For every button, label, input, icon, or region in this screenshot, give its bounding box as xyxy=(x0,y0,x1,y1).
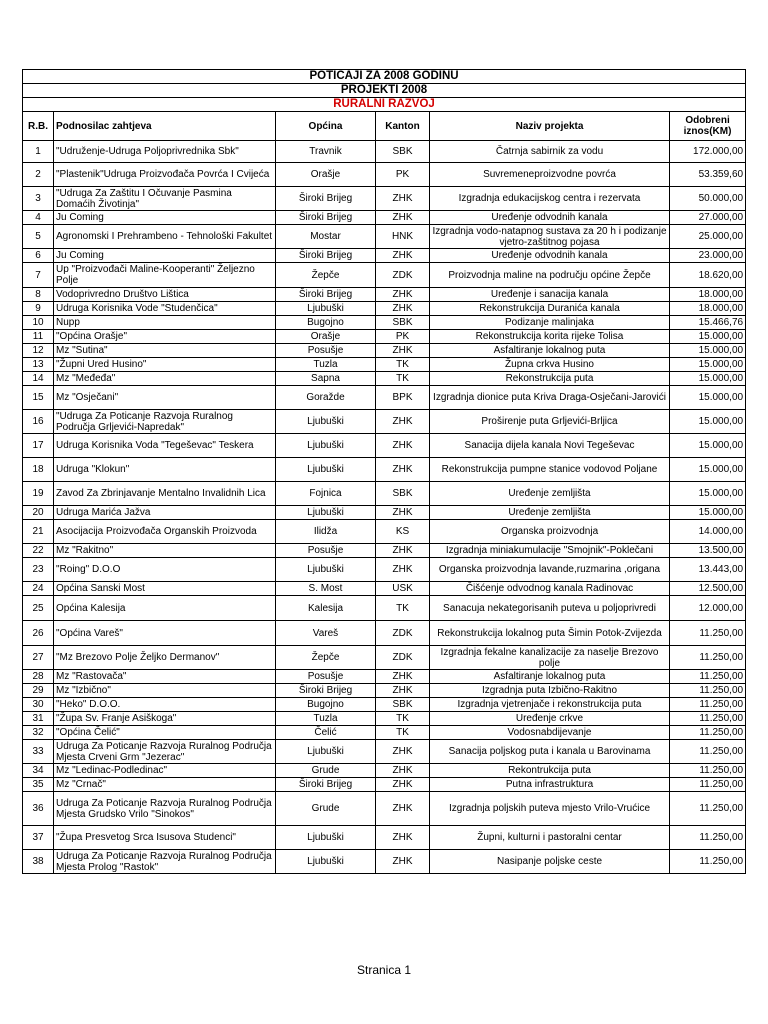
rb-cell: 4 xyxy=(23,211,54,225)
table-row xyxy=(23,596,746,621)
canton-cell: TK xyxy=(376,712,430,726)
project-cell: Sanacuja nekategorisanih puteva u poljoprivredi xyxy=(430,596,670,621)
municipality-cell: Bugojno xyxy=(276,698,376,712)
amount-cell: 11.250,00 xyxy=(670,670,746,684)
canton-cell: TK xyxy=(376,372,430,386)
amount-cell: 15.000,00 xyxy=(670,330,746,344)
canton-cell: ZHK xyxy=(376,211,430,225)
project-cell: Izgradnja fekalne kanalizacije za naselje Brezovo polje xyxy=(430,646,670,670)
municipality-cell: Čelić xyxy=(276,726,376,740)
amount-cell: 15.000,00 xyxy=(670,434,746,458)
applicant-cell: Udruga Za Poticanje Razvoja Ruralnog Područja Mjesta Prolog "Rastok" xyxy=(54,850,276,874)
applicant-cell: Mz "Ledinac-Podledinac" xyxy=(54,764,276,778)
header-canton: Kanton xyxy=(376,112,430,141)
canton-cell: ZHK xyxy=(376,670,430,684)
project-cell: Organska proizvodnja lavande,ruzmarina ,origana xyxy=(430,558,670,582)
title-line-3: RURALNI RAZVOJ xyxy=(23,98,746,112)
project-cell: Izgradnja edukacijskog centra i rezervata xyxy=(430,187,670,211)
header-project: Naziv projekta xyxy=(430,112,670,141)
table-row xyxy=(23,225,746,249)
rb-cell: 28 xyxy=(23,670,54,684)
rb-cell: 27 xyxy=(23,646,54,670)
rb-cell: 20 xyxy=(23,506,54,520)
rb-cell: 15 xyxy=(23,386,54,410)
project-cell: Suvremeneproizvodne povrća xyxy=(430,163,670,187)
table-row xyxy=(23,558,746,582)
rb-cell: 31 xyxy=(23,712,54,726)
rb-cell: 26 xyxy=(23,621,54,646)
table-row xyxy=(23,850,746,874)
applicant-cell: Ju Coming xyxy=(54,249,276,263)
rb-cell: 13 xyxy=(23,358,54,372)
project-cell: Rekonstrukcija pumpne stanice vodovod Poljane xyxy=(430,458,670,482)
amount-cell: 50.000,00 xyxy=(670,187,746,211)
municipality-cell: Posušje xyxy=(276,344,376,358)
amount-cell: 15.000,00 xyxy=(670,344,746,358)
canton-cell: ZHK xyxy=(376,740,430,764)
amount-cell: 11.250,00 xyxy=(670,826,746,850)
header-amount: Odobreni iznos(KM) xyxy=(670,112,746,141)
rb-cell: 32 xyxy=(23,726,54,740)
rb-cell: 14 xyxy=(23,372,54,386)
applicant-cell: "Udruženje-Udruga Poljoprivrednika Sbk" xyxy=(54,141,276,163)
applicant-cell: Agronomski I Prehrambeno - Tehnološki Fakultet xyxy=(54,225,276,249)
canton-cell: ZHK xyxy=(376,684,430,698)
municipality-cell: Mostar xyxy=(276,225,376,249)
amount-cell: 18.620,00 xyxy=(670,263,746,288)
municipality-cell: Ilidža xyxy=(276,520,376,544)
header-municipality: Općina xyxy=(276,112,376,141)
applicant-cell: "Heko" D.O.O. xyxy=(54,698,276,712)
table-row xyxy=(23,163,746,187)
rb-cell: 19 xyxy=(23,482,54,506)
rb-cell: 21 xyxy=(23,520,54,544)
applicant-cell: Mz "Međeđa" xyxy=(54,372,276,386)
table-row xyxy=(23,726,746,740)
canton-cell: ZHK xyxy=(376,764,430,778)
amount-cell: 15.000,00 xyxy=(670,506,746,520)
applicant-cell: Mz "Sutina" xyxy=(54,344,276,358)
applicant-cell: Udruga "Klokun" xyxy=(54,458,276,482)
municipality-cell: Ljubuški xyxy=(276,434,376,458)
rb-cell: 9 xyxy=(23,302,54,316)
municipality-cell: Ljubuški xyxy=(276,410,376,434)
applicant-cell: "Općina Vareš" xyxy=(54,621,276,646)
canton-cell: ZHK xyxy=(376,187,430,211)
project-cell: Putna infrastruktura xyxy=(430,778,670,792)
project-cell: Uređenje i sanacija kanala xyxy=(430,288,670,302)
canton-cell: ZHK xyxy=(376,249,430,263)
rb-cell: 7 xyxy=(23,263,54,288)
project-cell: Uređenje odvodnih kanala xyxy=(430,211,670,225)
municipality-cell: Orašje xyxy=(276,330,376,344)
table-row xyxy=(23,778,746,792)
canton-cell: ZHK xyxy=(376,344,430,358)
municipality-cell: Bugojno xyxy=(276,316,376,330)
municipality-cell: Goražde xyxy=(276,386,376,410)
municipality-cell: Široki Brijeg xyxy=(276,187,376,211)
table-row xyxy=(23,330,746,344)
project-cell: Proizvodnja maline na području općine Žepče xyxy=(430,263,670,288)
rb-cell: 24 xyxy=(23,582,54,596)
table-row xyxy=(23,344,746,358)
amount-cell: 11.250,00 xyxy=(670,684,746,698)
applicant-cell: Zavod Za Zbrinjavanje Mentalno Invalidnih Lica xyxy=(54,482,276,506)
amount-cell: 15.000,00 xyxy=(670,410,746,434)
project-cell: Uređenje odvodnih kanala xyxy=(430,249,670,263)
table-row xyxy=(23,582,746,596)
project-cell: Asfaltiranje lokalnog puta xyxy=(430,670,670,684)
canton-cell: ZHK xyxy=(376,410,430,434)
rb-cell: 17 xyxy=(23,434,54,458)
project-cell: Izgradnja miniakumulacije "Smojnik"-Poklečani xyxy=(430,544,670,558)
applicant-cell: "Roing" D.O.O xyxy=(54,558,276,582)
applicant-cell: "Mz Brezovo Polje Željko Dermanov" xyxy=(54,646,276,670)
municipality-cell: Grude xyxy=(276,764,376,778)
amount-cell: 15.000,00 xyxy=(670,386,746,410)
municipality-cell: Široki Brijeg xyxy=(276,288,376,302)
applicant-cell: Vodoprivredno Društvo Lištica xyxy=(54,288,276,302)
applicant-cell: Mz "Osječani" xyxy=(54,386,276,410)
canton-cell: ZHK xyxy=(376,826,430,850)
amount-cell: 15.000,00 xyxy=(670,372,746,386)
table-row xyxy=(23,288,746,302)
table-row xyxy=(23,506,746,520)
municipality-cell: Grude xyxy=(276,792,376,826)
table-row xyxy=(23,764,746,778)
amount-cell: 15.000,00 xyxy=(670,458,746,482)
applicant-cell: Udruga Marića Jažva xyxy=(54,506,276,520)
applicant-cell: "Plastenik"Udruga Proizvođača Povrća I Cvijeća xyxy=(54,163,276,187)
rb-cell: 18 xyxy=(23,458,54,482)
canton-cell: ZHK xyxy=(376,778,430,792)
municipality-cell: Široki Brijeg xyxy=(276,249,376,263)
amount-cell: 11.250,00 xyxy=(670,712,746,726)
amount-cell: 14.000,00 xyxy=(670,520,746,544)
table-row xyxy=(23,740,746,764)
project-cell: Sanacija dijela kanala Novi Tegeševac xyxy=(430,434,670,458)
rb-cell: 35 xyxy=(23,778,54,792)
canton-cell: SBK xyxy=(376,316,430,330)
rb-cell: 22 xyxy=(23,544,54,558)
applicant-cell: Mz "Rastovača" xyxy=(54,670,276,684)
canton-cell: ZHK xyxy=(376,434,430,458)
municipality-cell: Ljubuški xyxy=(276,506,376,520)
canton-cell: TK xyxy=(376,596,430,621)
table-row xyxy=(23,434,746,458)
rb-cell: 23 xyxy=(23,558,54,582)
applicant-cell: "Udruga Za Poticanje Razvoja Ruralnog Područja Grljevići-Napredak" xyxy=(54,410,276,434)
municipality-cell: Sapna xyxy=(276,372,376,386)
rb-cell: 3 xyxy=(23,187,54,211)
rb-cell: 30 xyxy=(23,698,54,712)
project-cell: Rekonstrukcija puta xyxy=(430,372,670,386)
header-applicant: Podnosilac zahtjeva xyxy=(54,112,276,141)
project-cell: Rekontrukcija puta xyxy=(430,764,670,778)
municipality-cell: Ljubuški xyxy=(276,558,376,582)
table-row xyxy=(23,386,746,410)
canton-cell: PK xyxy=(376,330,430,344)
canton-cell: TK xyxy=(376,726,430,740)
amount-cell: 11.250,00 xyxy=(670,698,746,712)
amount-cell: 15.466,76 xyxy=(670,316,746,330)
municipality-cell: Ljubuški xyxy=(276,302,376,316)
project-cell: Rekonstrukcija lokalnog puta Šimin Potok-Zvijezda xyxy=(430,621,670,646)
project-cell: Vodosnabdijevanje xyxy=(430,726,670,740)
rb-cell: 6 xyxy=(23,249,54,263)
applicant-cell: Općina Kalesija xyxy=(54,596,276,621)
amount-cell: 27.000,00 xyxy=(670,211,746,225)
project-cell: Asfaltiranje lokalnog puta xyxy=(430,344,670,358)
project-cell: Uređenje zemljišta xyxy=(430,482,670,506)
project-cell: Sanacija poljskog puta i kanala u Barovinama xyxy=(430,740,670,764)
rb-cell: 1 xyxy=(23,141,54,163)
amount-cell: 13.500,00 xyxy=(670,544,746,558)
canton-cell: ZHK xyxy=(376,544,430,558)
municipality-cell: Ljubuški xyxy=(276,826,376,850)
applicant-cell: Up "Proizvođači Maline-Kooperanti" Željezno Polje xyxy=(54,263,276,288)
municipality-cell: Tuzla xyxy=(276,358,376,372)
table-row xyxy=(23,372,746,386)
table-row xyxy=(23,316,746,330)
project-cell: Rekonstrukcija Duranića kanala xyxy=(430,302,670,316)
applicant-cell: Ju Coming xyxy=(54,211,276,225)
page-footer: Stranica 1 xyxy=(356,963,412,977)
applicant-cell: Mz "Crnač" xyxy=(54,778,276,792)
municipality-cell: Ljubuški xyxy=(276,850,376,874)
project-cell: Rekonstrukcija korita rijeke Tolisa xyxy=(430,330,670,344)
amount-cell: 172.000,00 xyxy=(670,141,746,163)
table-row xyxy=(23,712,746,726)
amount-cell: 11.250,00 xyxy=(670,778,746,792)
rb-cell: 34 xyxy=(23,764,54,778)
canton-cell: ZHK xyxy=(376,558,430,582)
amount-cell: 23.000,00 xyxy=(670,249,746,263)
amount-cell: 11.250,00 xyxy=(670,726,746,740)
table-row xyxy=(23,544,746,558)
header-row xyxy=(23,112,746,141)
amount-cell: 13.443,00 xyxy=(670,558,746,582)
project-cell: Župna crkva Husino xyxy=(430,358,670,372)
municipality-cell: Travnik xyxy=(276,141,376,163)
projects-table xyxy=(22,69,746,874)
table-row xyxy=(23,358,746,372)
table-row xyxy=(23,187,746,211)
canton-cell: TK xyxy=(376,358,430,372)
title-line-1: POTICAJI ZA 2008 GODINU xyxy=(23,70,746,84)
project-cell: Uređenje crkve xyxy=(430,712,670,726)
amount-cell: 15.000,00 xyxy=(670,358,746,372)
table-row xyxy=(23,826,746,850)
applicant-cell: Mz "Izbično" xyxy=(54,684,276,698)
applicant-cell: "Općina Orašje" xyxy=(54,330,276,344)
municipality-cell: Široki Brijeg xyxy=(276,778,376,792)
project-cell: Čišćenje odvodnog kanala Radinovac xyxy=(430,582,670,596)
canton-cell: ZHK xyxy=(376,506,430,520)
table-row xyxy=(23,263,746,288)
canton-cell: ZHK xyxy=(376,792,430,826)
rb-cell: 38 xyxy=(23,850,54,874)
rb-cell: 33 xyxy=(23,740,54,764)
table-row xyxy=(23,646,746,670)
canton-cell: SBK xyxy=(376,141,430,163)
applicant-cell: Udruga Za Poticanje Razvoja Ruralnog Područja Mjesta Crveni Grm "Jezerac" xyxy=(54,740,276,764)
table-row xyxy=(23,621,746,646)
project-cell: Uređenje zemljišta xyxy=(430,506,670,520)
project-cell: Proširenje puta Grljevići-Brljica xyxy=(430,410,670,434)
table-row xyxy=(23,520,746,544)
applicant-cell: Općina Sanski Most xyxy=(54,582,276,596)
table-row xyxy=(23,211,746,225)
canton-cell: ZHK xyxy=(376,302,430,316)
applicant-cell: "Udruga Za Zaštitu I Očuvanje Pasmina Domaćih Životinja" xyxy=(54,187,276,211)
applicant-cell: "Općina Čelić" xyxy=(54,726,276,740)
municipality-cell: Posušje xyxy=(276,544,376,558)
project-cell: Izgradnja vodo-natapnog sustava za 20 h i podizanje vjetro-zaštitnog pojasa xyxy=(430,225,670,249)
amount-cell: 11.250,00 xyxy=(670,850,746,874)
municipality-cell: Široki Brijeg xyxy=(276,684,376,698)
canton-cell: ZDK xyxy=(376,263,430,288)
rb-cell: 5 xyxy=(23,225,54,249)
applicant-cell: Asocijacija Proizvođača Organskih Proizvoda xyxy=(54,520,276,544)
table-row xyxy=(23,482,746,506)
project-cell: Župni, kulturni i pastoralni centar xyxy=(430,826,670,850)
canton-cell: SBK xyxy=(376,482,430,506)
amount-cell: 53.359,60 xyxy=(670,163,746,187)
rb-cell: 10 xyxy=(23,316,54,330)
applicant-cell: "Župa Presvetog Srca Isusova Studenci" xyxy=(54,826,276,850)
amount-cell: 18.000,00 xyxy=(670,288,746,302)
rb-cell: 36 xyxy=(23,792,54,826)
canton-cell: ZHK xyxy=(376,850,430,874)
table-row xyxy=(23,141,746,163)
table-row xyxy=(23,698,746,712)
table-row xyxy=(23,302,746,316)
table-row xyxy=(23,670,746,684)
municipality-cell: Orašje xyxy=(276,163,376,187)
rb-cell: 11 xyxy=(23,330,54,344)
header-rb: R.B. xyxy=(23,112,54,141)
canton-cell: KS xyxy=(376,520,430,544)
canton-cell: HNK xyxy=(376,225,430,249)
project-cell: Izgradnja poljskih puteva mjesto Vrilo-Vrućice xyxy=(430,792,670,826)
canton-cell: PK xyxy=(376,163,430,187)
applicant-cell: Udruga Korisnika Vode "Studenčica" xyxy=(54,302,276,316)
rb-cell: 12 xyxy=(23,344,54,358)
applicant-cell: Udruga Korisnika Voda "Tegeševac" Teskera xyxy=(54,434,276,458)
canton-cell: SBK xyxy=(376,698,430,712)
table-row xyxy=(23,792,746,826)
canton-cell: ZDK xyxy=(376,646,430,670)
amount-cell: 25.000,00 xyxy=(670,225,746,249)
table-row xyxy=(23,249,746,263)
municipality-cell: Ljubuški xyxy=(276,740,376,764)
municipality-cell: Fojnica xyxy=(276,482,376,506)
applicant-cell: Mz "Rakitno" xyxy=(54,544,276,558)
rb-cell: 29 xyxy=(23,684,54,698)
amount-cell: 15.000,00 xyxy=(670,482,746,506)
applicant-cell: Udruga Za Poticanje Razvoja Ruralnog Područja Mjesta Grudsko Vrilo "Sinokos" xyxy=(54,792,276,826)
canton-cell: ZHK xyxy=(376,288,430,302)
municipality-cell: Vareš xyxy=(276,621,376,646)
amount-cell: 11.250,00 xyxy=(670,621,746,646)
applicant-cell: "Župa Sv. Franje Asiškoga" xyxy=(54,712,276,726)
amount-cell: 11.250,00 xyxy=(670,740,746,764)
project-cell: Izgradnja vjetrenjače i rekonstrukcija puta xyxy=(430,698,670,712)
amount-cell: 12.000,00 xyxy=(670,596,746,621)
municipality-cell: Žepče xyxy=(276,646,376,670)
table-row xyxy=(23,458,746,482)
project-cell: Podizanje malinjaka xyxy=(430,316,670,330)
project-cell: Izgradnja dionice puta Kriva Draga-Osječani-Jarovići xyxy=(430,386,670,410)
canton-cell: USK xyxy=(376,582,430,596)
project-cell: Nasipanje poljske ceste xyxy=(430,850,670,874)
amount-cell: 11.250,00 xyxy=(670,792,746,826)
canton-cell: BPK xyxy=(376,386,430,410)
canton-cell: ZHK xyxy=(376,458,430,482)
project-cell: Organska proizvodnja xyxy=(430,520,670,544)
project-cell: Izgradnja puta Izbično-Rakitno xyxy=(430,684,670,698)
municipality-cell: Žepče xyxy=(276,263,376,288)
municipality-cell: Ljubuški xyxy=(276,458,376,482)
municipality-cell: S. Most xyxy=(276,582,376,596)
rb-cell: 37 xyxy=(23,826,54,850)
rb-cell: 16 xyxy=(23,410,54,434)
applicant-cell: Nupp xyxy=(54,316,276,330)
project-cell: Čatrnja sabirnik za vodu xyxy=(430,141,670,163)
municipality-cell: Tuzla xyxy=(276,712,376,726)
amount-cell: 11.250,00 xyxy=(670,764,746,778)
amount-cell: 18.000,00 xyxy=(670,302,746,316)
municipality-cell: Posušje xyxy=(276,670,376,684)
amount-cell: 11.250,00 xyxy=(670,646,746,670)
municipality-cell: Kalesija xyxy=(276,596,376,621)
table-row xyxy=(23,684,746,698)
rb-cell: 25 xyxy=(23,596,54,621)
rb-cell: 2 xyxy=(23,163,54,187)
municipality-cell: Široki Brijeg xyxy=(276,211,376,225)
canton-cell: ZDK xyxy=(376,621,430,646)
rb-cell: 8 xyxy=(23,288,54,302)
title-line-2: PROJEKTI 2008 xyxy=(23,84,746,98)
amount-cell: 12.500,00 xyxy=(670,582,746,596)
table-row xyxy=(23,410,746,434)
applicant-cell: "Župni Ured Husino" xyxy=(54,358,276,372)
